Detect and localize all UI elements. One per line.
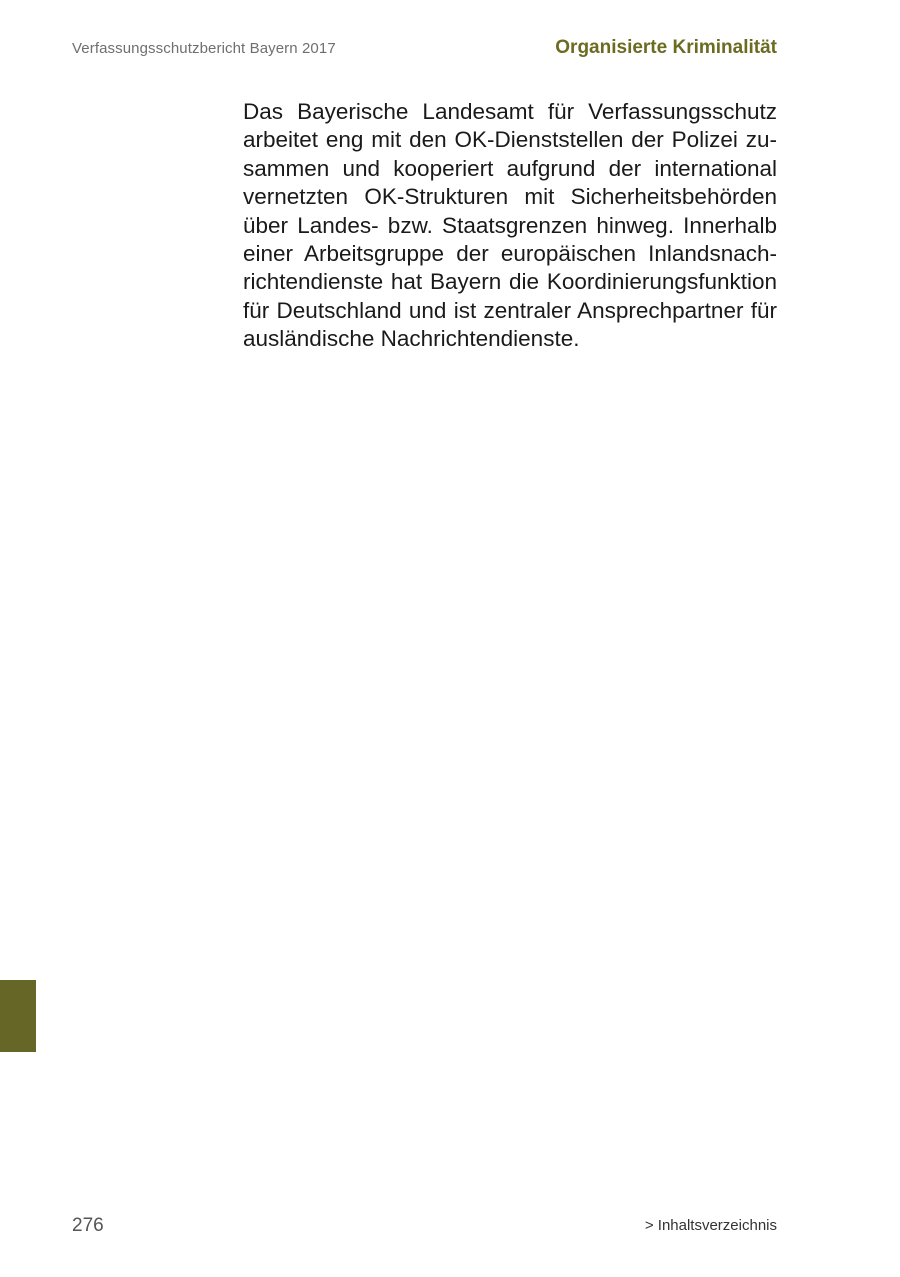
page-number: 276 bbox=[72, 1215, 104, 1236]
running-header-section: Organisierte Kriminalität bbox=[555, 37, 777, 58]
table-of-contents-link[interactable]: > Inhaltsverzeichnis bbox=[644, 1217, 777, 1234]
body-paragraph: Das Bayerische Landesamt für Verfassungsschutz arbeitet eng mit den OK-Dienststellen der Polizei zusammen und kooperiert aufgrund der international vernetzten OK-Strukturen mit Sicherheitsbehörden über Landes- bzw. Staatsgrenzen hinweg. Innerhalb einer Arbeitsgruppe der europäischen Inlandsnachrichtendienste hat Bayern die Koordinierungsfunktion für Deutschland und ist zentraler Ansprechpartner für ausländische Nachrichtendienste. bbox=[243, 99, 777, 352]
chapter-side-tab bbox=[0, 980, 36, 1052]
running-header-publication: Verfassungsschutzbericht Bayern 2017 bbox=[72, 40, 336, 57]
